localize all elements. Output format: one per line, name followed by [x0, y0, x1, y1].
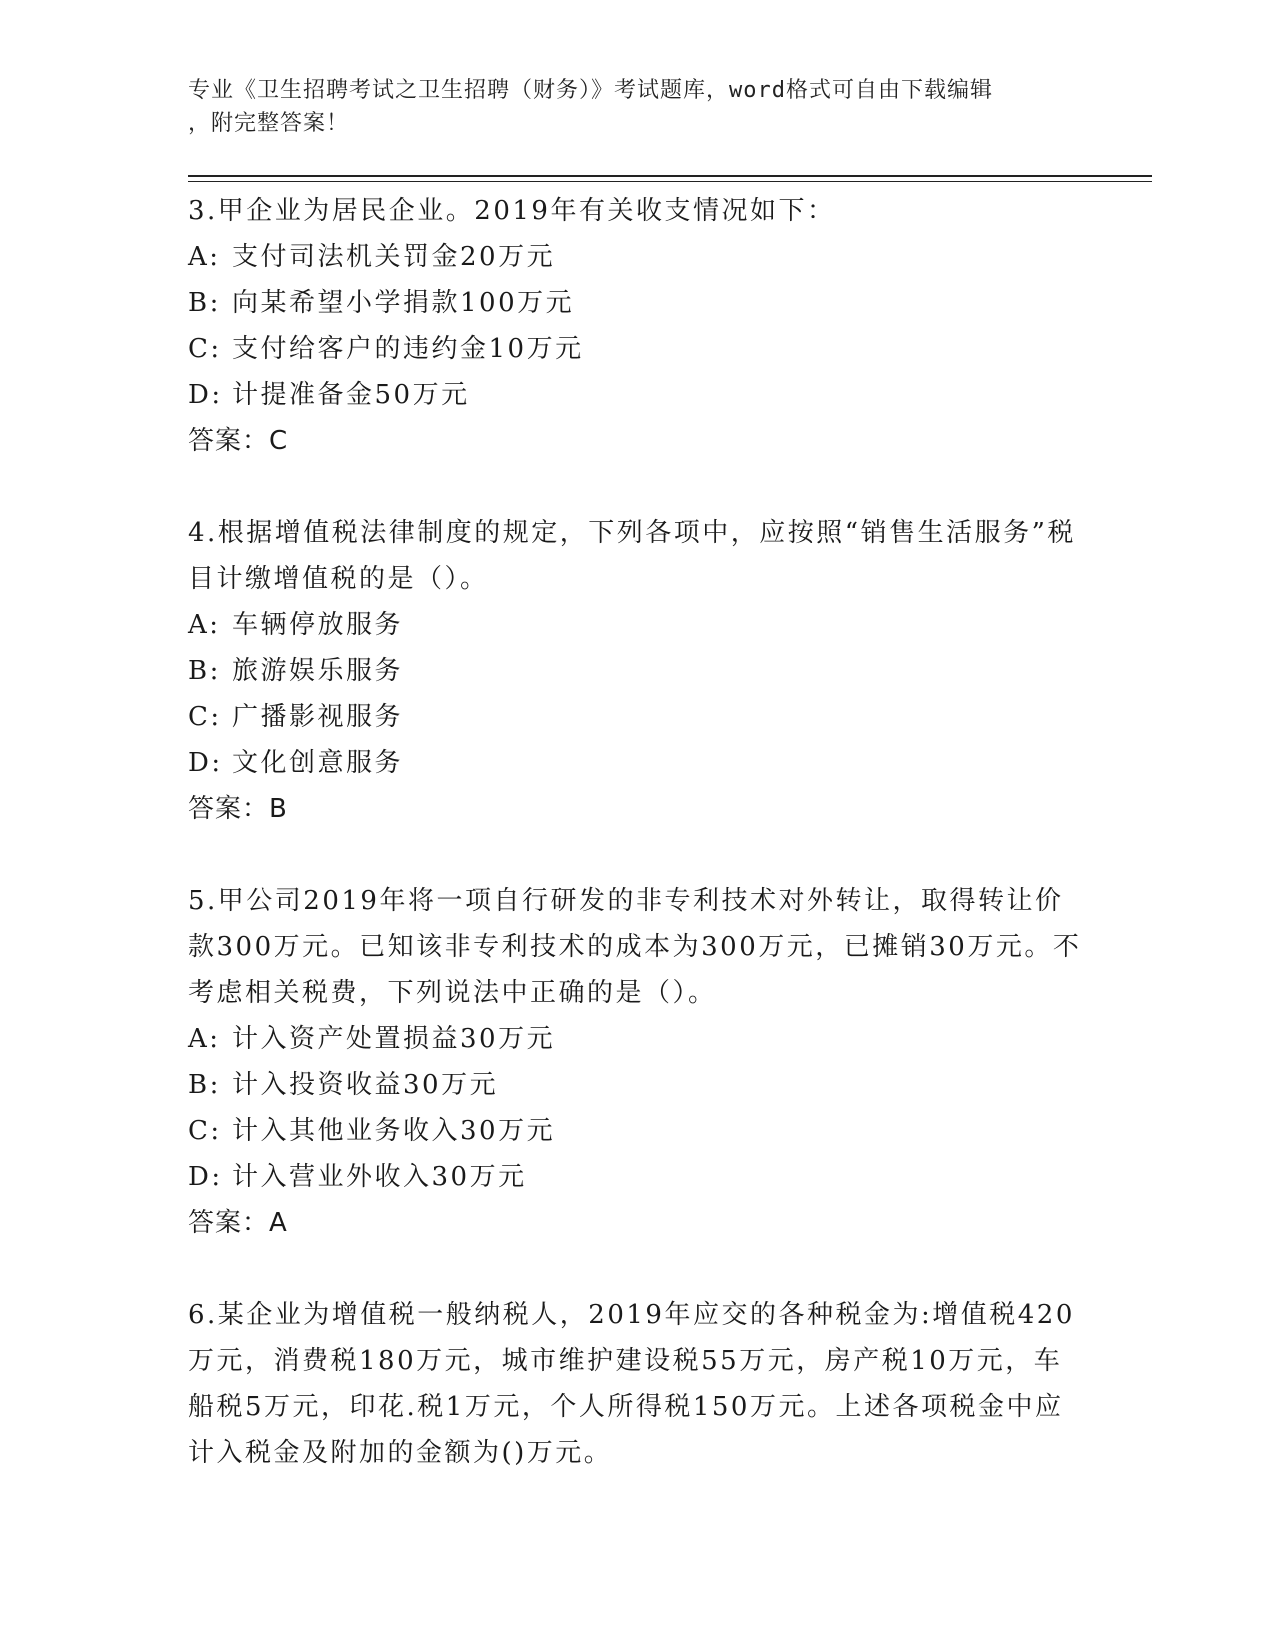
option-c: [188, 326, 1088, 372]
option-d: [188, 1154, 1088, 1200]
question-4: [188, 510, 1088, 832]
option-text: 向某希望小学捐款100万元: [232, 288, 575, 318]
option-text: 计入其他业务收入30万元: [232, 1116, 556, 1146]
option-letter: D:: [188, 380, 223, 410]
header-rule-thick: [188, 175, 1152, 177]
option-letter: C:: [188, 334, 222, 364]
header-rule-thin: [188, 181, 1152, 182]
option-letter: D:: [188, 748, 223, 778]
option-letter: D:: [188, 1162, 223, 1192]
option-text: 计提准备金50万元: [232, 380, 470, 410]
option-letter: C:: [188, 702, 222, 732]
question-list: [188, 188, 1088, 1522]
option-letter: A:: [188, 1024, 221, 1054]
option-text: 计入资产处置损益30万元: [232, 1024, 556, 1054]
header-line-2: ，附完整答案！: [188, 111, 350, 136]
header-line-1: 专业《卫生招聘考试之卫生招聘（财务）》考试题库，word格式可自由下载编辑: [188, 78, 993, 103]
option-text: 文化创意服务: [232, 748, 404, 778]
answer-line: 答案：A: [188, 1208, 288, 1238]
option-letter: B:: [188, 288, 221, 318]
option-c: [188, 694, 1088, 740]
option-c: [188, 1108, 1088, 1154]
question-text: 6.某企业为增值税一般纳税人，2019年应交的各种税金为:增值税420万元，消费税180万元，城市维护建设税55万元，房产税10万元，车船税5万元，印花.税1万元，个人所得税150万元。上述各项税金中应计入税金及附加的金额为()万元。: [188, 1300, 1075, 1468]
answer-line: 答案：B: [188, 794, 288, 824]
option-b: [188, 1062, 1088, 1108]
option-d: [188, 740, 1088, 786]
question-text: 4.根据增值税法律制度的规定，下列各项中，应按照“销售生活服务”税目计缴增值税的是（）。: [188, 518, 1076, 594]
option-a: [188, 234, 1088, 280]
option-text: 旅游娱乐服务: [232, 656, 404, 686]
option-text: 计入营业外收入30万元: [232, 1162, 527, 1192]
option-letter: B:: [188, 656, 221, 686]
question-3: [188, 188, 1088, 464]
option-text: 广播影视服务: [232, 702, 404, 732]
answer-line: 答案：C: [188, 426, 289, 456]
question-5: [188, 878, 1088, 1246]
option-letter: A:: [188, 610, 221, 640]
option-text: 计入投资收益30万元: [232, 1070, 499, 1100]
option-a: [188, 602, 1088, 648]
document-header: [188, 74, 1068, 140]
option-letter: C:: [188, 1116, 222, 1146]
option-b: [188, 648, 1088, 694]
option-b: [188, 280, 1088, 326]
question-text: 3.甲企业为居民企业。2019年有关收支情况如下：: [188, 196, 836, 226]
option-letter: A:: [188, 242, 221, 272]
question-text: 5.甲公司2019年将一项自行研发的非专利技术对外转让，取得转让价款300万元。已知该非专利技术的成本为300万元，已摊销30万元。不考虑相关税费，下列说法中正确的是（）。: [188, 886, 1082, 1008]
option-a: [188, 1016, 1088, 1062]
option-d: [188, 372, 1088, 418]
option-text: 支付给客户的违约金10万元: [232, 334, 584, 364]
option-text: 支付司法机关罚金20万元: [232, 242, 556, 272]
option-text: 车辆停放服务: [232, 610, 404, 640]
question-6: [188, 1292, 1088, 1476]
option-letter: B:: [188, 1070, 221, 1100]
